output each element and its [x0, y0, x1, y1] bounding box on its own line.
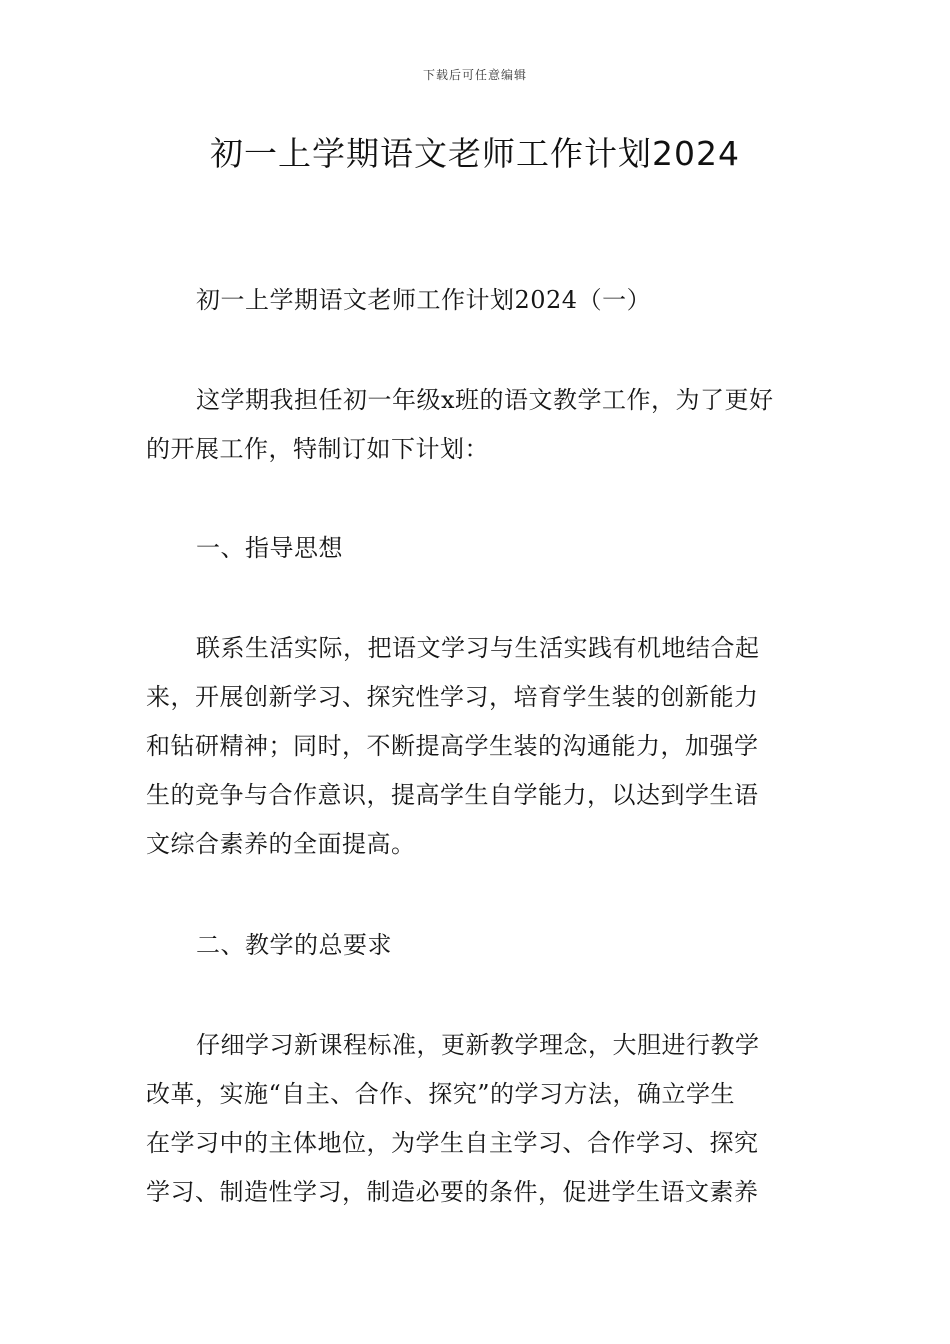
paragraph-line: 改革，实施“自主、合作、探究”的学习方法，确立学生	[146, 1080, 736, 1108]
document-subtitle: 初一上学期语文老师工作计划2024（一）	[196, 286, 652, 314]
paragraph-line: 生的竞争与合作意识，提高学生自学能力，以达到学生语	[146, 781, 759, 809]
paragraph-line: 来，开展创新学习、探究性学习，培育学生装的创新能力	[146, 683, 759, 711]
section-heading-teaching-requirements: 二、教学的总要求	[196, 931, 392, 959]
paragraph-line: 文综合素养的全面提高。	[146, 830, 416, 858]
section-body-guiding-thought	[146, 624, 806, 869]
paragraph-line: 仔细学习新课程标准，更新教学理念，大胆进行教学	[196, 1031, 760, 1059]
paragraph-line: 学习、制造性学习，制造必要的条件，促进学生语文素养	[146, 1178, 759, 1206]
paragraph-line: 和钻研精神；同时，不断提高学生装的沟通能力，加强学	[146, 732, 759, 760]
document-title: 初一上学期语文老师工作计划2024	[210, 134, 740, 173]
download-note: 下载后可任意编辑	[422, 68, 527, 82]
paragraph-line: 联系生活实际，把语文学习与生活实践有机地结合起	[196, 634, 760, 662]
paragraph-line: 这学期我担任初一年级x班的语文教学工作，为了更好	[196, 386, 774, 414]
section-heading-guiding-thought: 一、指导思想	[196, 534, 343, 562]
paragraph-line: 的开展工作，特制订如下计划：	[146, 435, 489, 463]
intro-paragraph	[146, 376, 806, 474]
section-body-teaching-requirements	[146, 1021, 806, 1217]
paragraph-line: 在学习中的主体地位，为学生自主学习、合作学习、探究	[146, 1129, 759, 1157]
